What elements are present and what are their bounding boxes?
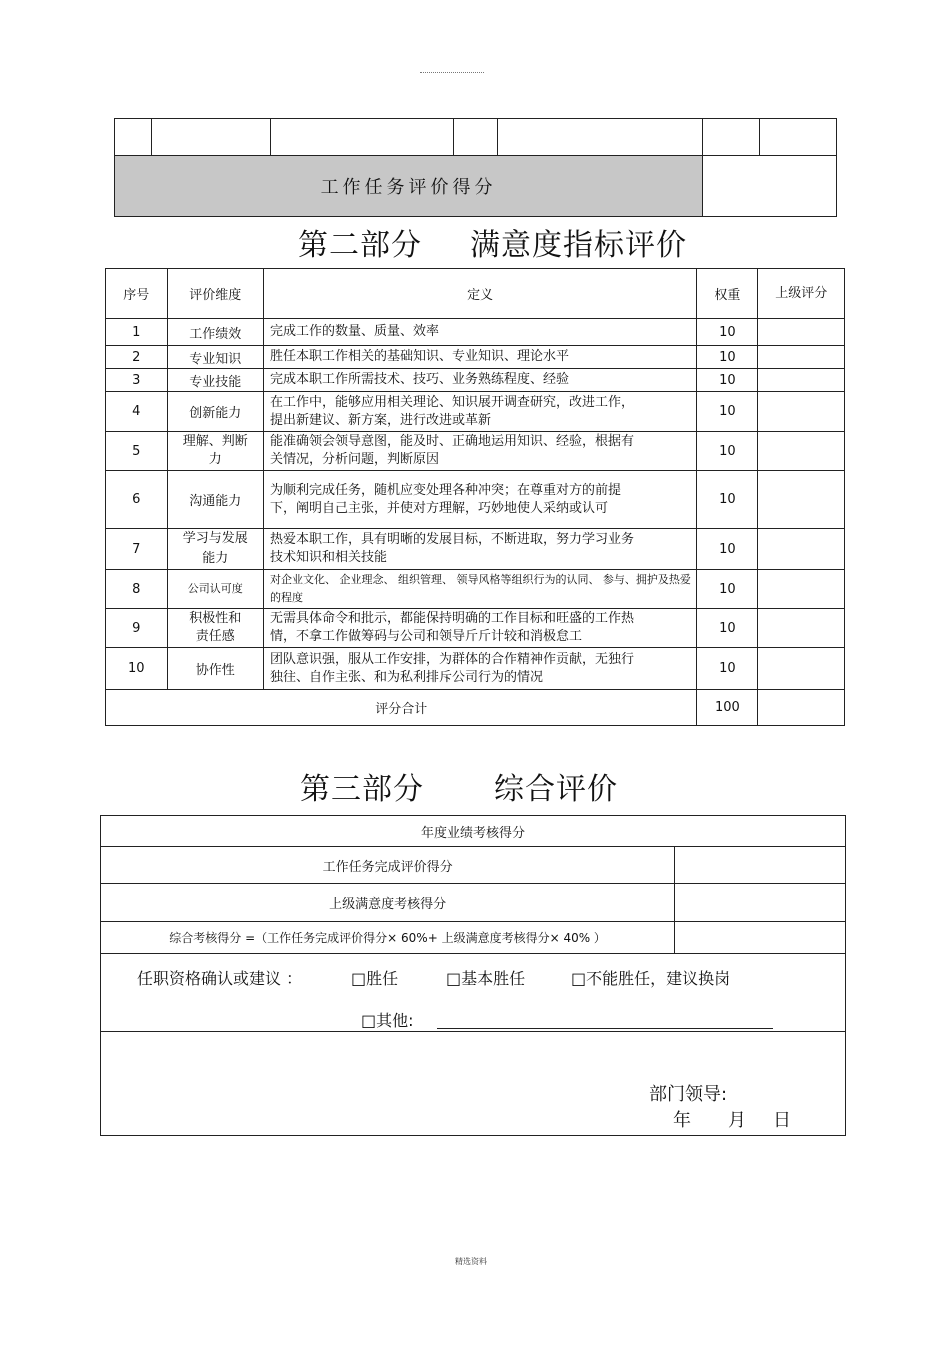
row-weight: 10 — [697, 432, 758, 471]
part2-title — [298, 220, 687, 264]
table-row — [106, 648, 845, 690]
task-score-label: 工作任务评价得分 — [115, 156, 703, 217]
qualification-row — [101, 954, 846, 1032]
empty-cell — [498, 119, 703, 156]
row-score-cell — [758, 648, 845, 690]
row-no: 9 — [106, 609, 168, 648]
header-dotted-rule — [420, 72, 484, 73]
row-no: 8 — [106, 570, 168, 609]
row-dimension: 理解、判断力 — [167, 432, 263, 471]
row-definition: 完成工作的数量、质量、效率 — [263, 319, 696, 346]
row-score-cell — [758, 346, 845, 369]
row-dimension: 专业技能 — [167, 369, 263, 392]
table-row — [101, 922, 846, 954]
qualification-label: 任职资格确认或建议 ： — [137, 969, 303, 988]
table-row — [106, 529, 845, 570]
row-weight: 10 — [697, 529, 758, 570]
table-row — [101, 816, 846, 847]
part2-title-name: 满意度指标评价 — [470, 228, 687, 263]
signature-row — [101, 1032, 846, 1136]
row-dimension: 积极性和责任感 — [167, 609, 263, 648]
row-no: 2 — [106, 346, 168, 369]
row-no: 6 — [106, 471, 168, 529]
table-row — [115, 119, 837, 156]
table-row — [106, 609, 845, 648]
row-no: 1 — [106, 319, 168, 346]
row-definition: 无需具体命令和批示，都能保持明确的工作目标和旺盛的工作热情，不拿工作做筹码与公司和领导斤斤计较和消极怠工 — [263, 609, 696, 648]
dept-leader-label: 部门领导: — [649, 1084, 728, 1105]
footer-text: 精选资料 — [455, 1257, 487, 1266]
row-definition: 在工作中，能够应用相关理论、知识展开调查研究，改进工作，提出新建议、新方案，进行改进或革新 — [263, 392, 696, 432]
empty-cell — [270, 119, 453, 156]
header-superior-score: 上级评分 — [758, 269, 845, 319]
date-year: 年 — [673, 1110, 691, 1131]
task-completion-label: 工作任务完成评价得分 — [101, 847, 675, 884]
row-no: 4 — [106, 392, 168, 432]
table-row — [101, 847, 846, 884]
table-row — [106, 392, 845, 432]
option-competent[interactable]: □胜任 — [351, 969, 399, 988]
total-row — [106, 690, 845, 726]
composite-value — [675, 922, 846, 954]
row-definition: 胜任本职工作相关的基础知识、专业知识、理论水平 — [263, 346, 696, 369]
row-definition: 热爱本职工作，具有明晰的发展目标，不断进取，努力学习业务技术知识和相关技能 — [263, 529, 696, 570]
date-day: 日 — [773, 1110, 791, 1131]
empty-cell — [151, 119, 270, 156]
row-dimension: 学习与发展能力 — [167, 529, 263, 570]
superior-satisfaction-value — [675, 884, 846, 922]
row-weight: 10 — [697, 392, 758, 432]
row-definition: 完成本职工作所需技术、技巧、业务熟练程度、经验 — [263, 369, 696, 392]
row-weight: 10 — [697, 319, 758, 346]
row-score-cell — [758, 529, 845, 570]
row-dimension: 协作性 — [167, 648, 263, 690]
row-weight: 10 — [697, 369, 758, 392]
total-score-cell — [758, 690, 845, 726]
table-row — [115, 156, 837, 217]
option-basic-competent[interactable]: □基本胜任 — [446, 969, 526, 988]
row-no: 3 — [106, 369, 168, 392]
signature-cell — [101, 1032, 846, 1136]
option-other[interactable]: □其他: — [361, 1011, 414, 1030]
row-score-cell — [758, 319, 845, 346]
table-row — [106, 319, 845, 346]
row-dimension: 工作绩效 — [167, 319, 263, 346]
composite-formula: 综合考核得分 =（工作任务完成评价得分× 60%+ 上级满意度考核得分× 40% ） — [101, 922, 675, 954]
total-label: 评分合计 — [106, 690, 697, 726]
table-row — [106, 432, 845, 471]
superior-satisfaction-label: 上级满意度考核得分 — [101, 884, 675, 922]
empty-cell — [703, 119, 760, 156]
row-weight: 10 — [697, 570, 758, 609]
satisfaction-table — [105, 268, 845, 726]
row-score-cell — [758, 570, 845, 609]
option-not-competent[interactable]: □不能胜任，建议换岗 — [571, 969, 731, 988]
row-score-cell — [758, 609, 845, 648]
annual-score-label: 年度业绩考核得分 — [101, 816, 846, 847]
header-dimension: 评价维度 — [167, 269, 263, 319]
row-definition: 能准确领会领导意图，能及时、正确地运用知识、经验，根据有关情况，分析问题，判断原因 — [263, 432, 696, 471]
empty-cell — [115, 119, 152, 156]
row-definition: 团队意识强，服从工作安排，为群体的合作精神作贡献，无独行独往、自作主张、和为私利排斥公司行为的情况 — [263, 648, 696, 690]
row-dimension: 专业知识 — [167, 346, 263, 369]
row-definition: 为顺利完成任务，随机应变处理各种冲突；在尊重对方的前提下，阐明自己主张，并使对方理解，巧妙地使人采纳或认可 — [263, 471, 696, 529]
row-score-cell — [758, 471, 845, 529]
total-weight: 100 — [697, 690, 758, 726]
row-weight: 10 — [697, 648, 758, 690]
row-definition: 对企业文化、 企业理念、 组织管理、 领导风格等组织行为的认同、 参与、拥护及热爱的程度 — [263, 570, 696, 609]
header-no: 序号 — [106, 269, 168, 319]
row-dimension: 沟通能力 — [167, 471, 263, 529]
qualification-cell — [101, 954, 846, 1032]
row-score-cell — [758, 432, 845, 471]
table-row — [106, 346, 845, 369]
task-completion-value — [675, 847, 846, 884]
row-score-cell — [758, 392, 845, 432]
row-weight: 10 — [697, 471, 758, 529]
part3-title-part: 第三部分 — [300, 772, 424, 807]
empty-cell — [760, 119, 837, 156]
table-row — [101, 884, 846, 922]
row-no: 7 — [106, 529, 168, 570]
part3-title — [300, 764, 618, 808]
table-row — [106, 369, 845, 392]
table-header-row — [106, 269, 845, 319]
empty-cell — [453, 119, 498, 156]
row-dimension: 创新能力 — [167, 392, 263, 432]
task-score-value — [703, 156, 837, 217]
part3-title-name: 综合评价 — [494, 772, 618, 807]
row-weight: 10 — [697, 346, 758, 369]
table-row — [106, 471, 845, 529]
task-score-table — [114, 118, 837, 217]
header-definition: 定义 — [263, 269, 696, 319]
other-input-line[interactable] — [437, 1012, 773, 1029]
date-month: 月 — [728, 1110, 746, 1131]
row-weight: 10 — [697, 609, 758, 648]
row-no: 5 — [106, 432, 168, 471]
row-score-cell — [758, 369, 845, 392]
part2-title-part: 第二部分 — [298, 228, 422, 263]
row-dimension: 公司认可度 — [167, 570, 263, 609]
table-row — [106, 570, 845, 609]
header-weight: 权重 — [697, 269, 758, 319]
row-no: 10 — [106, 648, 168, 690]
composite-evaluation-table — [100, 815, 846, 1136]
